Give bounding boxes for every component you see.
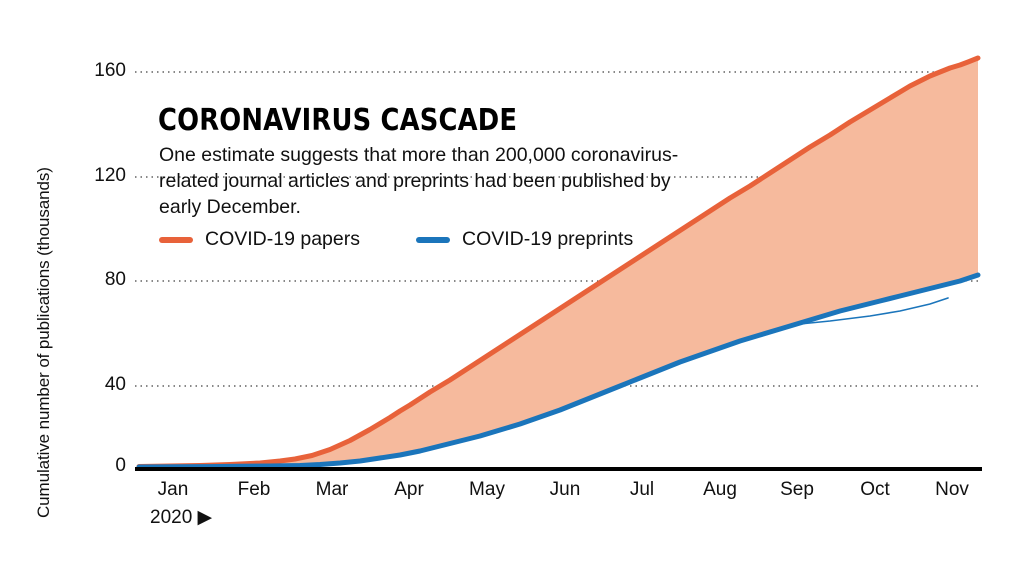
x-tick-label: Feb xyxy=(237,479,271,500)
x-tick-label: Jan xyxy=(157,479,189,500)
y-tick-label: 80 xyxy=(104,269,126,290)
x-tick-label: Aug xyxy=(703,479,737,500)
x-axis-year-label: 2020 ▶ xyxy=(150,507,213,528)
x-tick-label: Sep xyxy=(780,479,814,500)
x-tick-label: Oct xyxy=(860,479,890,500)
x-tick-label: Mar xyxy=(315,479,349,500)
chart-title: CORONAVIRUS CASCADE xyxy=(158,103,518,138)
x-tick-label: Jul xyxy=(629,479,655,500)
y-tick-label: 40 xyxy=(104,374,126,395)
legend-swatch-icon xyxy=(416,237,450,243)
chart-legend xyxy=(159,228,689,251)
legend-item-preprints xyxy=(416,228,633,251)
x-tick-label: Jun xyxy=(549,479,581,500)
x-tick-label: May xyxy=(469,479,505,500)
legend-label: COVID-19 papers xyxy=(205,228,360,250)
x-tick-label: Nov xyxy=(935,479,969,500)
chart-subtitle: One estimate suggests that more than 200,000 coronavirus-related journal articles and preprints had been published by early December. xyxy=(159,144,679,218)
y-tick-label: 120 xyxy=(94,165,126,186)
y-tick-label: 160 xyxy=(94,60,126,81)
legend-item-papers xyxy=(159,228,360,251)
x-tick-label: Apr xyxy=(394,479,424,500)
legend-swatch-icon xyxy=(159,237,193,243)
legend-label: COVID-19 preprints xyxy=(461,228,634,250)
y-axis-title: Cumulative number of publications (thousands) xyxy=(34,167,53,518)
y-tick-label: 0 xyxy=(115,455,126,476)
